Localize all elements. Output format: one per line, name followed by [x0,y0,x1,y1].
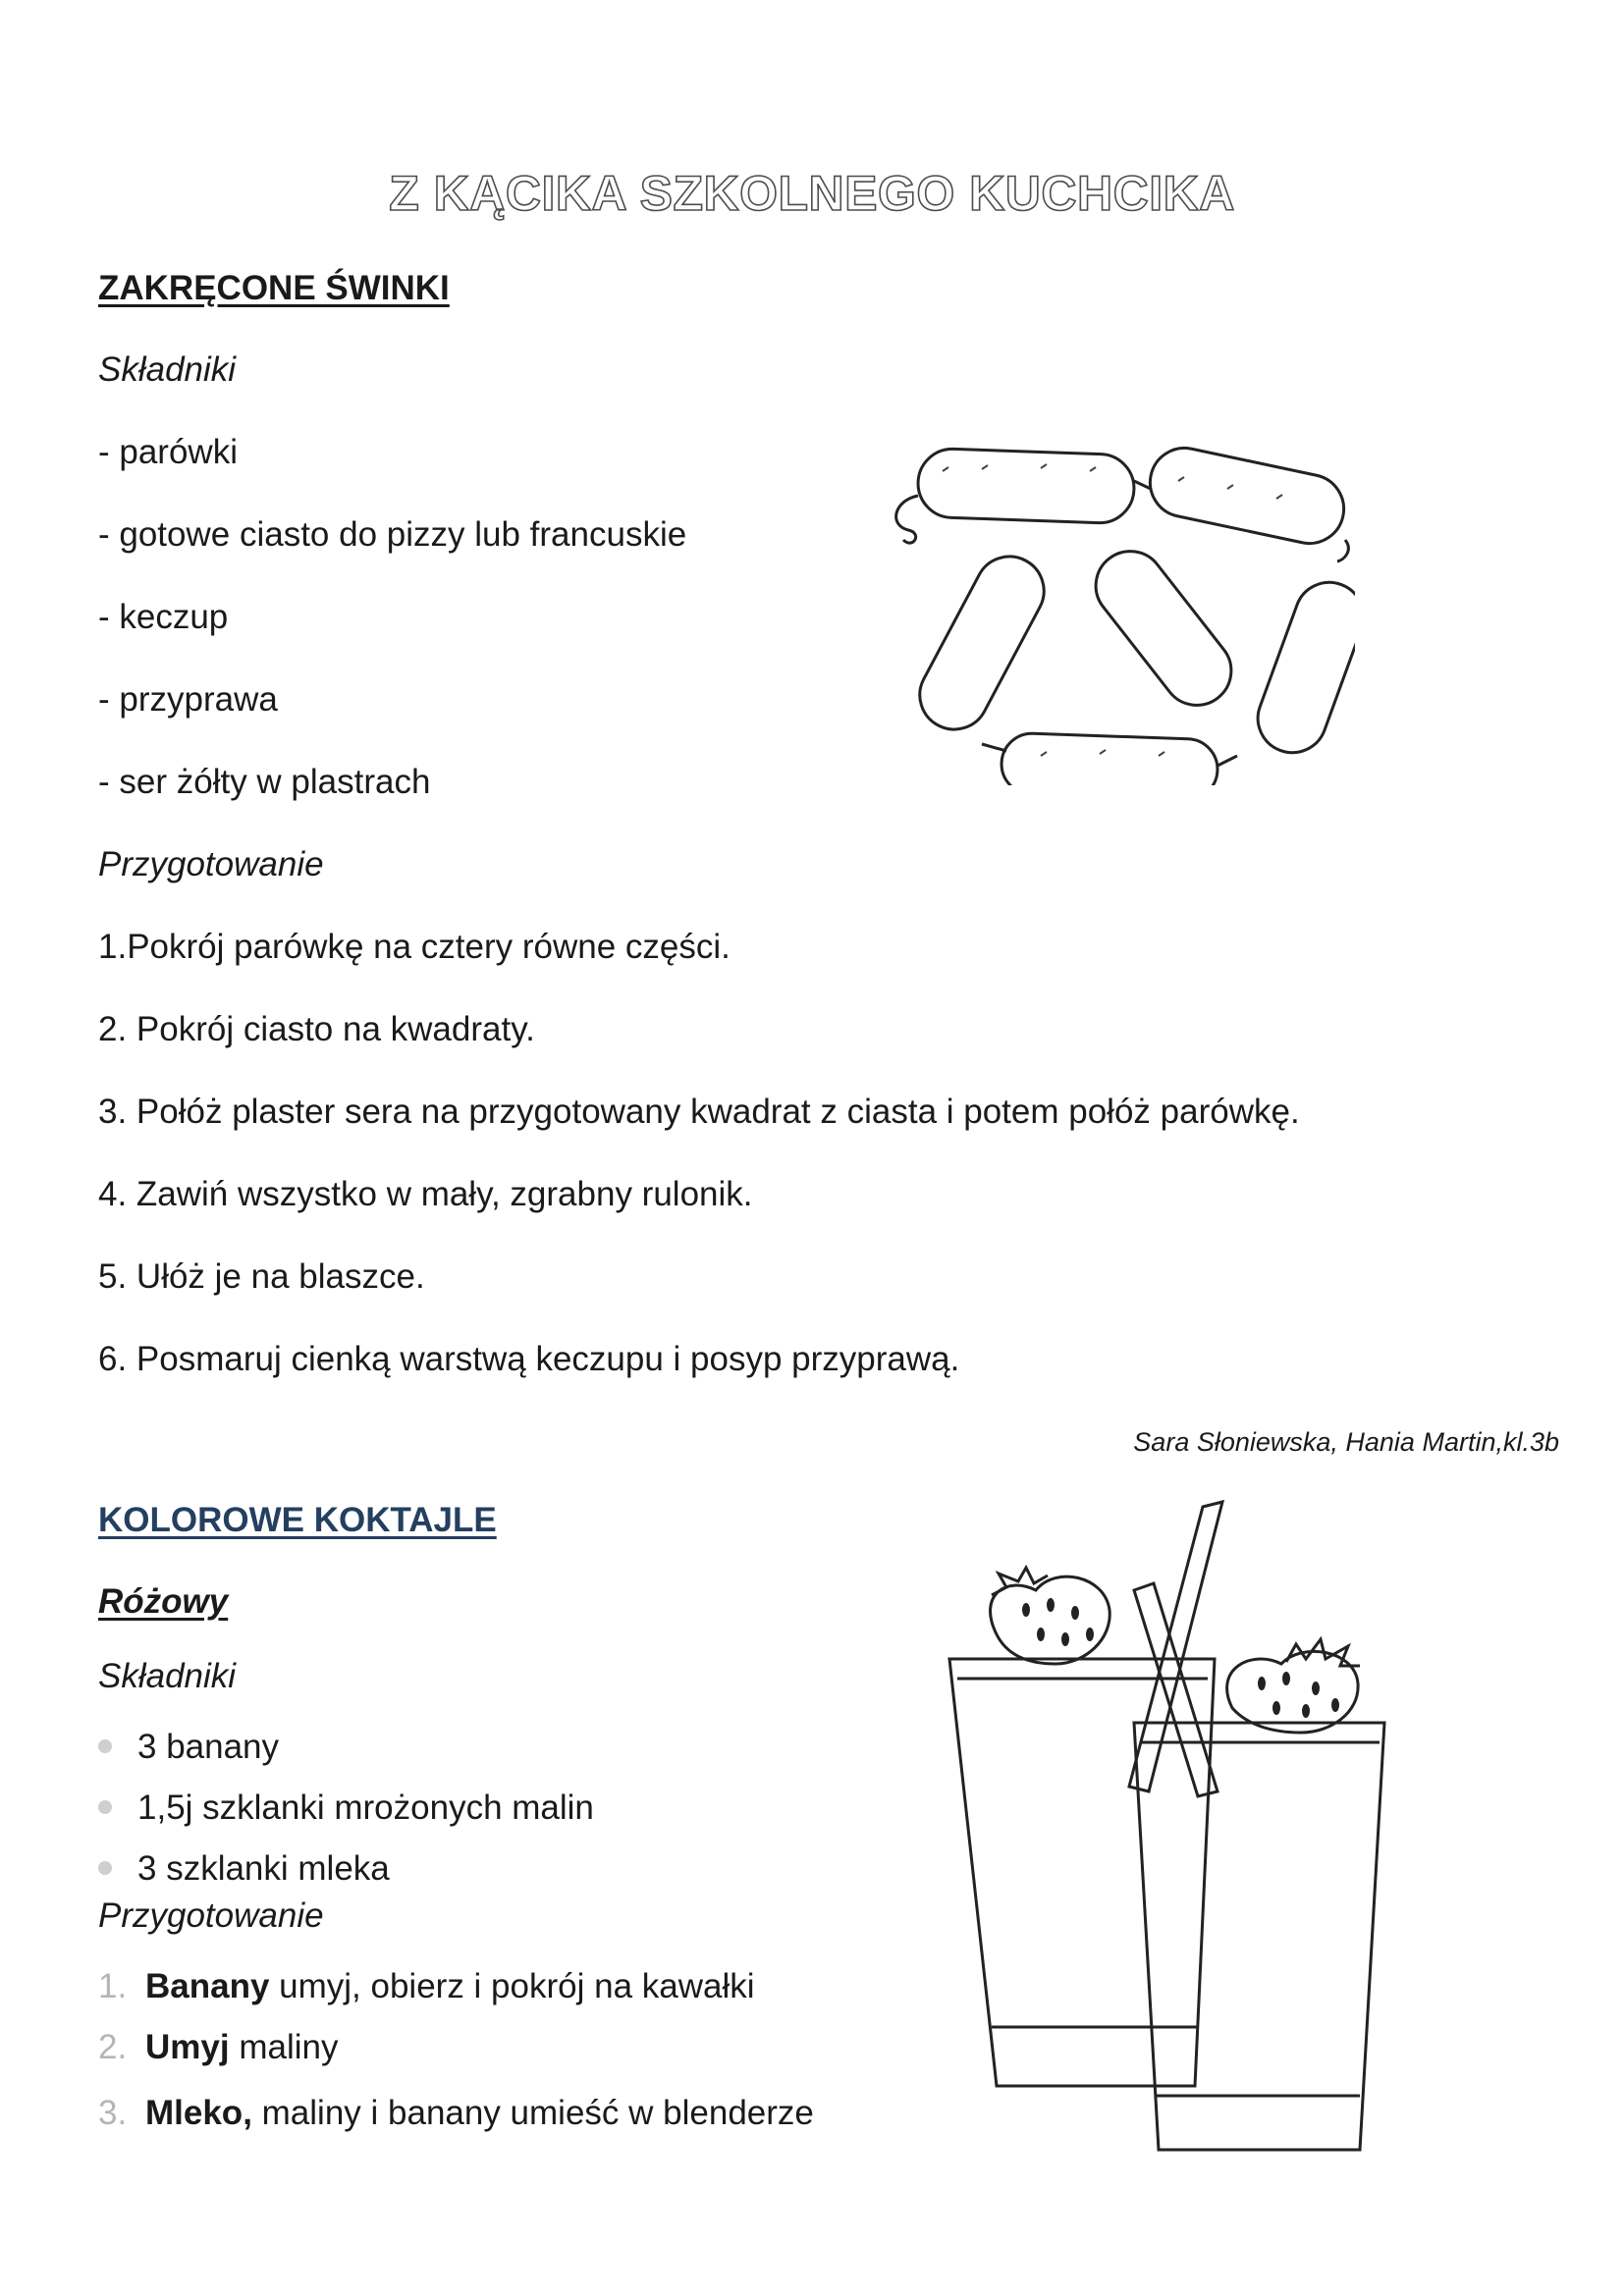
recipe1-author: Sara Słoniewska, Hania Martin,kl.3b [1133,1427,1559,1457]
page-title: Z KĄCIKA SZKOLNEGO KUCHCIKA [389,166,1235,221]
recipe2-step: 2. Umyj maliny [98,2028,339,2066]
recipe1-step: 2. Pokrój ciasto na kwadraty. [98,1010,535,1048]
recipe1-step: 5. Ułóż je na blaszce. [98,1257,425,1296]
list-item: 1,5j szklanki mrożonych malin [98,1789,594,1828]
recipe1-ingredient: - keczup [98,598,229,636]
recipe1-step: 1.Pokrój parówkę na cztery równe części. [98,928,731,966]
recipe2-heading: KOLOROWE KOKTAJLE [98,1501,497,1539]
list-item: 3 banany [98,1728,279,1767]
smoothie-glasses-icon [938,1497,1399,2155]
recipe1-ingredient: - parówki [98,433,238,471]
recipe2-step: 1. Banany umyj, obierz i pokrój na kawałki [98,1967,755,2005]
recipe1-step: 3. Połóż plaster sera na przygotowany kwadrat z ciasta i potem połóż parówkę. [98,1093,1300,1131]
bullet-icon [98,1739,112,1753]
recipe1-ingredient: - ser żółty w plastrach [98,763,431,801]
bullet-icon [98,1800,112,1814]
recipe1-step: 6. Posmaruj cienką warstwą keczupu i posyp przyprawą. [98,1340,960,1378]
recipe2-ingredients-label: Składniki [98,1657,237,1695]
recipe1-ingredient: - przyprawa [98,680,278,719]
recipe1-step: 4. Zawiń wszystko w mały, zgrabny rulonik. [98,1175,753,1213]
recipe1-ingredients-label: Składniki [98,350,237,389]
recipe2-preparation-label: Przygotowanie [98,1896,324,1935]
sausages-icon [884,432,1355,785]
list-item: 3 szklanki mleka [98,1849,390,1889]
recipe2-step: 3. Mleko, maliny i banany umieść w blenderze [98,2094,814,2132]
recipe2-subheading: Różowy [98,1582,229,1621]
bullet-icon [98,1861,112,1875]
recipe1-preparation-label: Przygotowanie [98,845,324,883]
recipe1-ingredient: - gotowe ciasto do pizzy lub francuskie [98,515,687,554]
recipe1-heading: ZAKRĘCONE ŚWINKI [98,269,450,307]
